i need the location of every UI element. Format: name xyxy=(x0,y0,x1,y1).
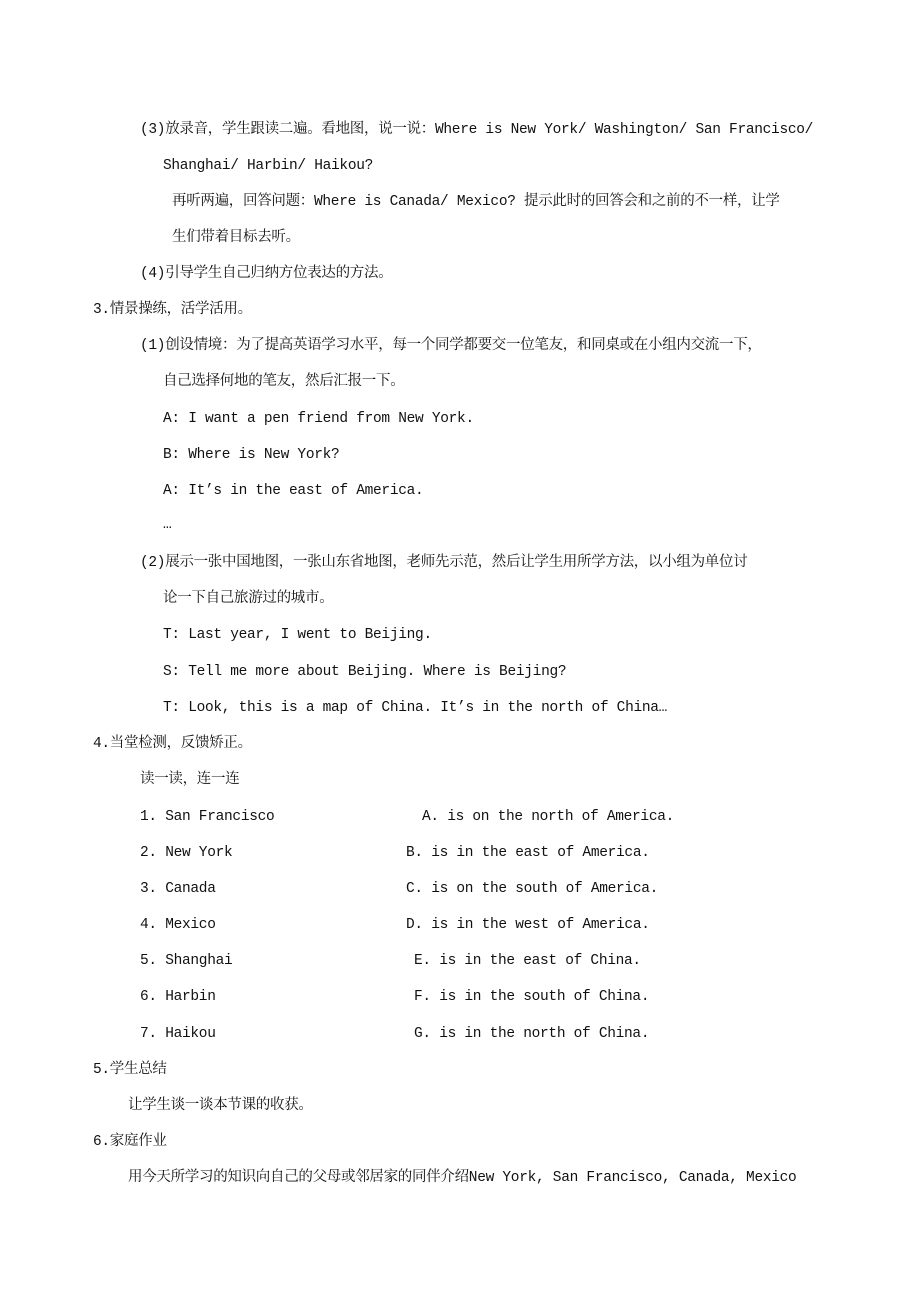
step-3-text: (3)放录音，学生跟读二遍。看地图，说一说：Where is New York/ Washington/ San Francisco/ xyxy=(140,122,814,138)
section-5-heading: 5.学生总结 xyxy=(93,1062,167,1078)
listen-again-text: 再听两遍，回答问题：Where is Canada/ Mexico? 提示此时的回答会和之前的不一样，让学 xyxy=(172,194,780,210)
step-4-text: (4)引导学生自己归纳方位表达的方法。 xyxy=(140,266,393,282)
match-left-item: 6. Harbin xyxy=(140,989,216,1005)
match-left-item: 1. San Francisco xyxy=(140,809,275,825)
match-left-item: 2. New York xyxy=(140,845,233,861)
summary-text: 让学生谈一谈本节课的收获。 xyxy=(128,1098,313,1114)
step-3-text-cont: Shanghai/ Harbin/ Haikou? xyxy=(163,158,374,174)
match-right-item: E. is in the east of China. xyxy=(414,953,641,969)
ellipsis: … xyxy=(163,517,172,533)
dialogue-line: B: Where is New York? xyxy=(163,447,340,463)
match-left-item: 5. Shanghai xyxy=(140,953,233,969)
map-activity-text: (2)展示一张中国地图，一张山东省地图，老师先示范，然后让学生用所学方法，以小组为单位讨 xyxy=(140,555,748,571)
section-4-heading: 4.当堂检测，反馈矫正。 xyxy=(93,736,252,752)
situation-text: (1)创设情境：为了提高英语学习水平，每一个同学都要交一位笔友，和同桌或在小组内交流一下， xyxy=(140,338,762,354)
dialogue-line: A: I want a pen friend from New York. xyxy=(163,411,474,427)
match-right-item: D. is in the west of America. xyxy=(406,917,650,933)
match-right-item: F. is in the south of China. xyxy=(414,989,650,1005)
match-right-item: C. is on the south of America. xyxy=(406,881,659,897)
listen-again-text-cont: 生们带着目标去听。 xyxy=(172,230,300,246)
section-3-heading: 3.情景操练，活学活用。 xyxy=(93,302,252,318)
dialogue-line: S: Tell me more about Beijing. Where is Beijing? xyxy=(163,664,567,680)
match-right-item: A. is on the north of America. xyxy=(422,809,675,825)
dialogue-line: T: Last year, I went to Beijing. xyxy=(163,627,432,643)
match-left-item: 7. Haikou xyxy=(140,1026,216,1042)
match-left-item: 3. Canada xyxy=(140,881,216,897)
match-left-item: 4. Mexico xyxy=(140,917,216,933)
match-right-item: B. is in the east of America. xyxy=(406,845,650,861)
dialogue-line: A: It’s in the east of America. xyxy=(163,483,424,499)
dialogue-line: T: Look, this is a map of China. It’s in the north of China… xyxy=(163,700,668,716)
situation-text-cont: 自己选择何地的笔友，然后汇报一下。 xyxy=(163,374,405,390)
homework-text: 用今天所学习的知识向自己的父母或邻居家的同伴介绍New York, San Francisco, Canada, Mexico xyxy=(128,1170,797,1186)
map-activity-text-cont: 论一下自己旅游过的城市。 xyxy=(163,591,334,607)
section-6-heading: 6.家庭作业 xyxy=(93,1134,167,1150)
match-right-item: G. is in the north of China. xyxy=(414,1026,650,1042)
exercise-instruction: 读一读，连一连 xyxy=(140,772,240,788)
